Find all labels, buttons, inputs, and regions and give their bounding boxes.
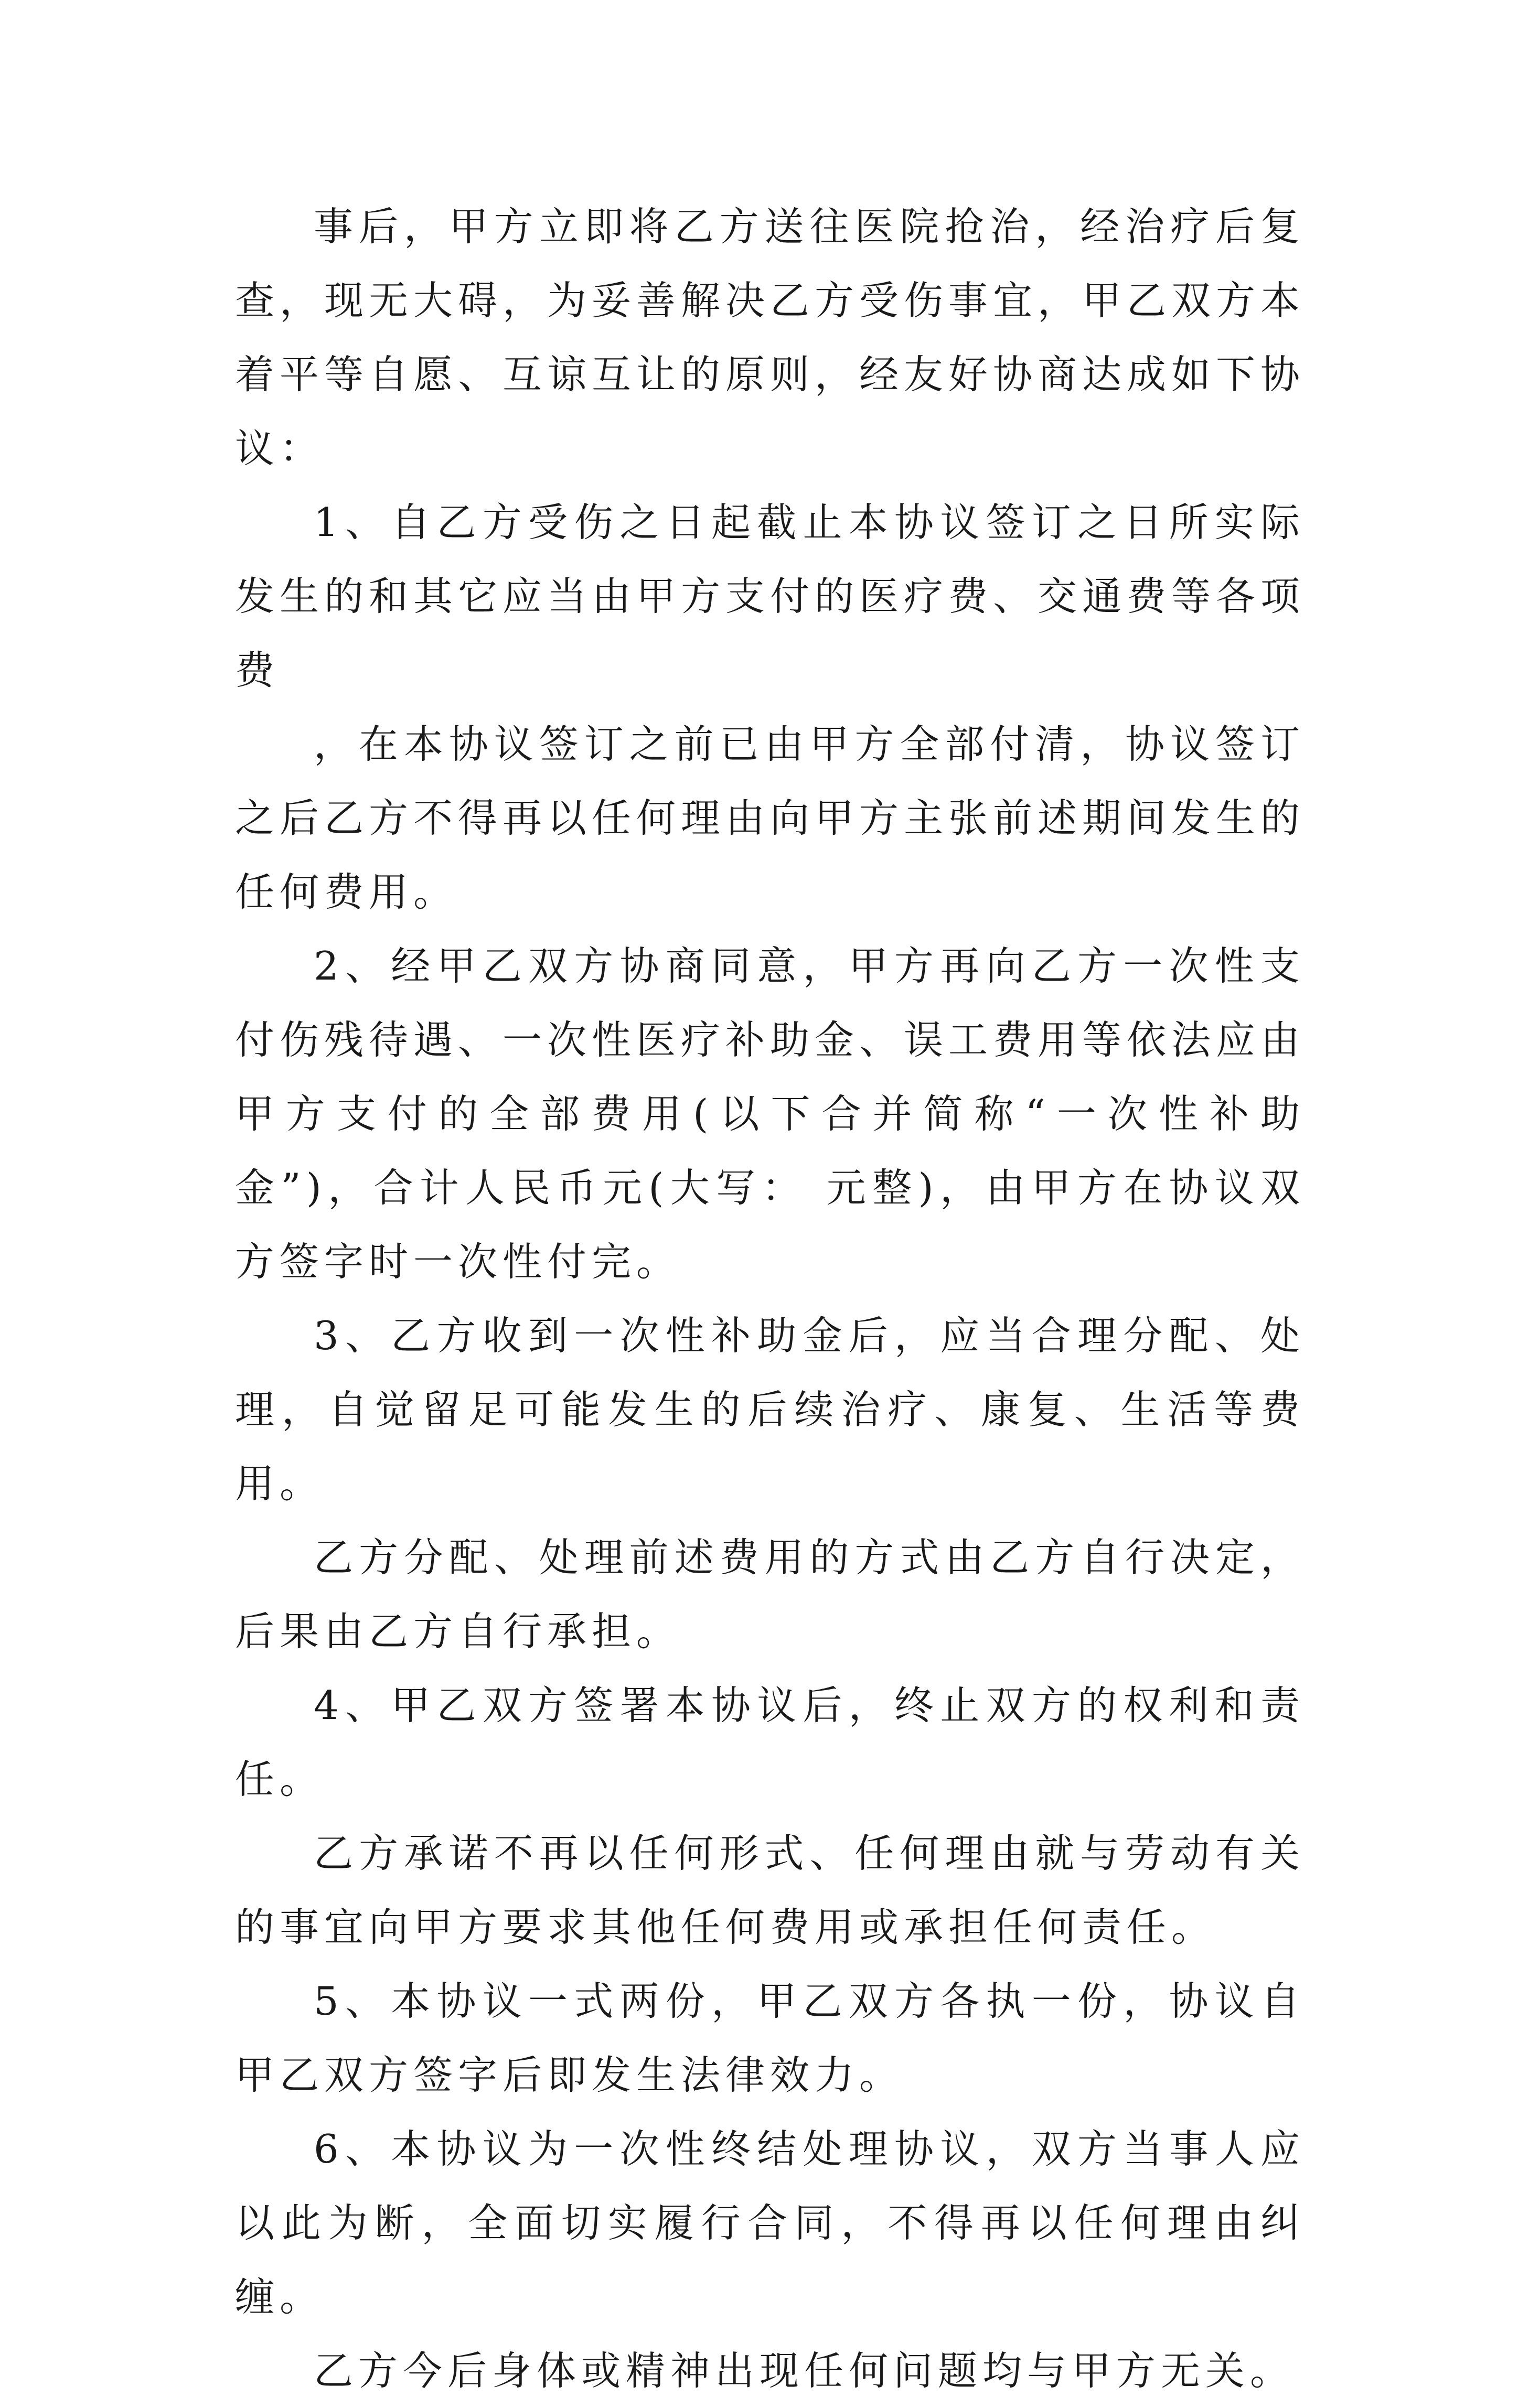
paragraph-intro: 事后，甲方立即将乙方送往医院抢治，经治疗后复查，现无大碍，为妥善解决乙方受伤事宜，甲乙双方本着平等自愿、互谅互让的原则，经友好协商达成如下协议： [235, 203, 1306, 471]
paragraph-clause-5: 5、本协议一式两份，甲乙双方各执一份，协议自甲乙双方签字后即发生法律效力。 [235, 1978, 1305, 2098]
paragraph-clause-3-cont: 乙方分配、处理前述费用的方式由乙方自行决定，后果由乙方自行承担。 [235, 1534, 1305, 1654]
paragraph-clause-3: 3、乙方收到一次性补助金后，应当合理分配、处理，自觉留足可能发生的后续治疗、康复、生活等费用。 [235, 1313, 1305, 1507]
paragraph-clause-6: 6、本协议为一次性终结处理协议，双方当事人应以此为断，全面切实履行合同，不得再以任何理由纠缠。 [235, 2126, 1305, 2320]
paragraph-clause-6-cont: 乙方今后身体或精神出现任何问题均与甲方无关。 [314, 2348, 1295, 2394]
paragraph-clause-1: 1、自乙方受伤之日起截止本协议签订之日所实际发生的和其它应当由甲方支付的医疗费、交通费等各项费 [235, 499, 1306, 693]
paragraph-clause-4: 4、甲乙双方签署本协议后，终止双方的权利和责任。 [235, 1682, 1305, 1802]
paragraph-clause-1-cont: ，在本协议签订之前已由甲方全部付清，协议签订之后乙方不得再以任何理由向甲方主张前述期间发生的任何费用。 [235, 721, 1306, 915]
paragraph-clause-4-cont: 乙方承诺不再以任何形式、任何理由就与劳动有关的事宜向甲方要求其他任何费用或承担任何责任。 [235, 1830, 1305, 1950]
paragraph-clause-2: 2、经甲乙双方协商同意，甲方再向乙方一次性支付伤残待遇、一次性医疗补助金、误工费用等依法应由甲方支付的全部费用(以下合并简称“一次性补助金”)，合计人民币元(大写： 元整)，由甲方在协议双方签字时一次性付完。 [235, 943, 1306, 1285]
document-body [235, 190, 1305, 2408]
